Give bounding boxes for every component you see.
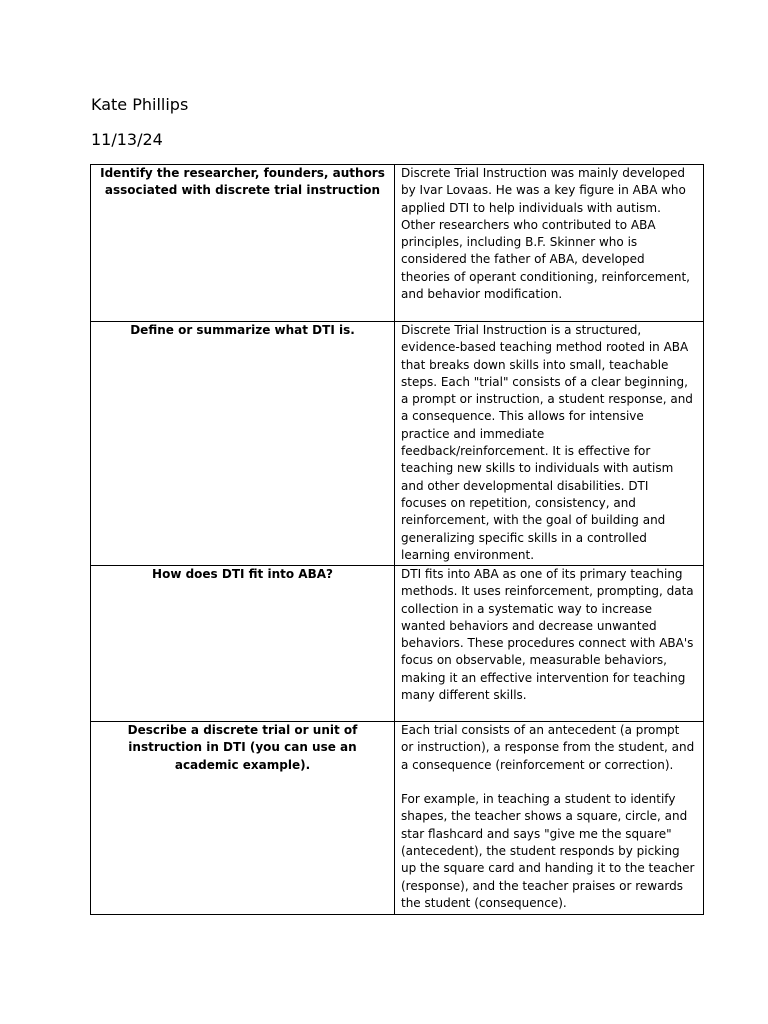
table-row	[91, 165, 704, 322]
table-row	[91, 566, 704, 722]
answer-cell	[395, 722, 704, 915]
paragraph-gap	[401, 774, 695, 791]
answer-text: Discrete Trial Instruction is a structured, evidence-based teaching method rooted in ABA that breaks down skills into small, teachable steps. Each "trial" consists of a clear beginning, a prompt or instruction, a student response, and a consequence. This allows for intensive practice and immediate feedback/reinforcement. It is effective for teaching new skills to individuals with autism and other developmental disabilities. DTI focuses on repetition, consistency, and reinforcement, with the goal of building and generalizing specific skills in a controlled learning environment.	[401, 323, 693, 562]
question-text: Define or summarize what DTI is.	[130, 323, 355, 337]
question-cell	[91, 722, 395, 915]
answer-cell	[395, 322, 704, 566]
answer-text: Each trial consists of an antecedent (a prompt or instruction), a response from the student, and a consequence (reinforcement or correction).	[401, 723, 695, 772]
question-text: Identify the researcher, founders, authors associated with discrete trial instruction	[100, 166, 385, 198]
table-row	[91, 722, 704, 915]
table-row	[91, 322, 704, 566]
question-cell	[91, 322, 395, 566]
document-date: 11/13/24	[91, 130, 163, 149]
qa-table	[90, 164, 704, 915]
answer-cell	[395, 566, 704, 722]
answer-cell	[395, 165, 704, 322]
answer-text: Discrete Trial Instruction was mainly developed by Ivar Lovaas. He was a key figure in ABA who applied DTI to help individuals with autism. Other researchers who contributed to ABA principles, including B.F. Skinner who is considered the father of ABA, developed theories of operant conditioning, reinforcement, and behavior modification.	[401, 166, 690, 302]
question-cell	[91, 566, 395, 722]
answer-text: DTI fits into ABA as one of its primary teaching methods. It uses reinforcement, prompting, data collection in a systematic way to increase wanted behaviors and decrease unwanted behaviors. These procedures connect with ABA's focus on observable, measurable behaviors, making it an effective intervention for teaching many different skills.	[401, 567, 694, 703]
answer-text: For example, in teaching a student to identify shapes, the teacher shows a square, circle, and star flashcard and says "give me the square" (antecedent), the student responds by picking up the square card and handing it to the teacher (response), and the teacher praises or rewards the student (consequence).	[401, 792, 695, 910]
author-name: Kate Phillips	[91, 95, 189, 114]
question-text: Describe a discrete trial or unit of instruction in DTI (you can use an academic example).	[127, 723, 358, 772]
question-cell	[91, 165, 395, 322]
question-text: How does DTI fit into ABA?	[152, 567, 333, 581]
